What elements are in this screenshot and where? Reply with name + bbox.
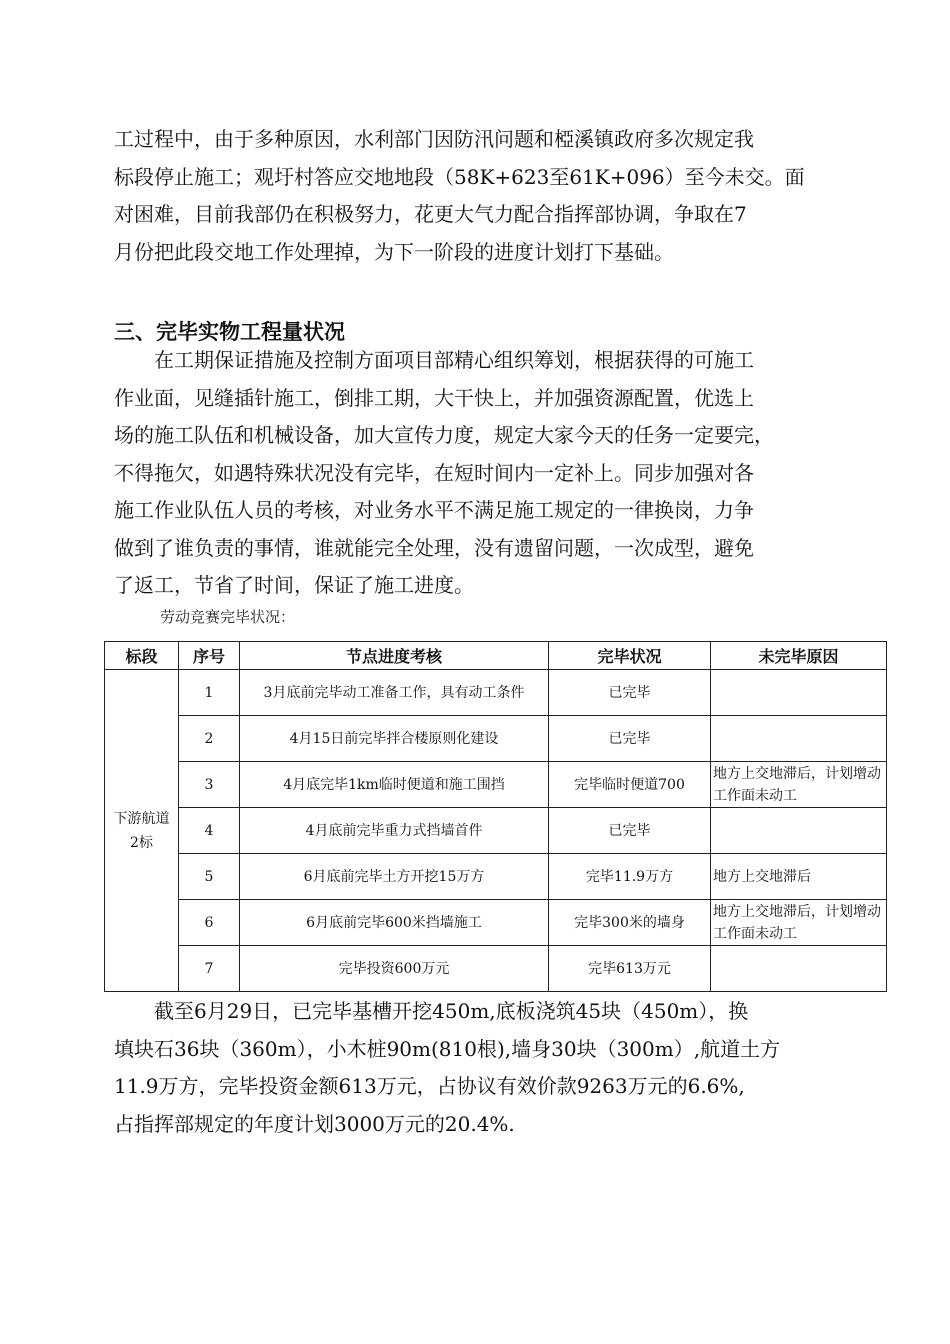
table-row <box>105 946 887 992</box>
paragraph-3-line: 截至6月29日，已完毕基槽开挖450m,底板浇筑45块（450m），换 <box>114 999 749 1023</box>
header-number: 序号 <box>179 642 240 670</box>
paragraph-2-line: 场的施工队伍和机械设备，加大宣传力度，规定大家今天的任务一定要完， <box>114 423 774 447</box>
paragraph-2-line: 在工期保证措施及控制方面项目部精心组织筹划，根据获得的可施工 <box>114 348 754 372</box>
row-node: 4月底前完毕重力式挡墙首件 <box>240 808 549 854</box>
section-heading: 三、完毕实物工程量状况 <box>114 320 345 344</box>
row-status: 完毕临时便道700 <box>549 762 711 808</box>
header-reason: 未完毕原因 <box>711 642 887 670</box>
row-number: 3 <box>179 762 240 808</box>
table-header-row <box>105 642 887 670</box>
row-status: 已完毕 <box>549 716 711 762</box>
header-section: 标段 <box>105 642 179 670</box>
header-status: 完毕状况 <box>549 642 711 670</box>
table-row <box>105 716 887 762</box>
row-status: 已完毕 <box>549 808 711 854</box>
row-node: 3月底前完毕动工准备工作，具有动工条件 <box>240 670 549 716</box>
paragraph-3 <box>114 993 849 1143</box>
paragraph-2-line: 作业面，见缝插针施工，倒排工期，大干快上，并加强资源配置，优选上 <box>114 385 754 410</box>
table-row <box>105 854 887 900</box>
row-status: 完毕613万元 <box>549 946 711 992</box>
section-number: 2标 <box>130 834 153 851</box>
section-name: 下游航道 <box>113 810 170 827</box>
row-number: 4 <box>179 808 240 854</box>
row-number: 5 <box>179 854 240 900</box>
progress-table <box>104 641 887 992</box>
paragraph-2-line: 了返工，节省了时间，保证了施工进度。 <box>114 573 474 597</box>
row-reason: 地方上交地滞后，计划增动工作面未动工 <box>711 900 887 946</box>
header-node: 节点进度考核 <box>240 642 549 670</box>
paragraph-3-line: 占指挥部规定的年度计划3000万元的20.4%. <box>114 1111 515 1136</box>
paragraph-2-line: 不得拖欠，如遇特殊状况没有完毕，在短时间内一定补上。同步加强对各 <box>114 460 754 485</box>
row-node: 完毕投资600万元 <box>240 946 549 992</box>
paragraph-1-line: 对困难，目前我部仍在积极努力，花更大气力配合指挥部协调，争取在7 <box>114 202 747 226</box>
row-number: 2 <box>179 716 240 762</box>
row-number: 7 <box>179 946 240 992</box>
section-cell <box>105 670 179 992</box>
row-number: 6 <box>179 900 240 946</box>
row-node: 4月底完毕1km临时便道和施工围挡 <box>240 762 549 808</box>
paragraph-2 <box>114 342 849 605</box>
row-reason <box>711 716 887 762</box>
row-node: 6月底前完毕600米挡墙施工 <box>240 900 549 946</box>
table-row <box>105 670 887 716</box>
table-row <box>105 900 887 946</box>
row-reason <box>711 946 887 992</box>
row-reason: 地方上交地滞后 <box>711 854 887 900</box>
paragraph-1 <box>114 121 849 271</box>
paragraph-1-line: 工过程中，由于多种原因，水利部门因防汛问题和椏溪镇政府多次规定我 <box>114 127 754 151</box>
row-reason <box>711 808 887 854</box>
row-status: 已完毕 <box>549 670 711 716</box>
row-number: 1 <box>179 670 240 716</box>
table-caption: 劳动竞赛完毕状况： <box>160 608 296 626</box>
table-row <box>105 762 887 808</box>
row-reason: 地方上交地滞后，计划增动工作面未动工 <box>711 762 887 808</box>
paragraph-1-line: 月份把此段交地工作处理掉，为下一阶段的进度计划打下基础。 <box>114 239 674 264</box>
row-node: 6月底前完毕土方开挖15万方 <box>240 854 549 900</box>
paragraph-3-line: 11.9万方，完毕投资金额613万元，占协议有效价款9263万元的6.6%, <box>114 1074 745 1098</box>
paragraph-2-line: 施工作业队伍人员的考核，对业务水平不满足施工规定的一律换岗，力争 <box>114 498 754 522</box>
row-node: 4月15日前完毕拌合楼原则化建设 <box>240 716 549 762</box>
paragraph-1-line: 标段停止施工；观圩村答应交地地段（58K+623至61K+096）至今未交。面 <box>114 164 805 189</box>
paragraph-2-line: 做到了谁负责的事情，谁就能完全处理，没有遗留问题，一次成型，避免 <box>114 535 754 560</box>
row-reason <box>711 670 887 716</box>
row-status: 完毕11.9万方 <box>549 854 711 900</box>
paragraph-3-line: 填块石36块（360m），小木桩90m(810根),墙身30块（300m）,航道土方 <box>114 1036 781 1061</box>
table-row <box>105 808 887 854</box>
row-status: 完毕300米的墙身 <box>549 900 711 946</box>
